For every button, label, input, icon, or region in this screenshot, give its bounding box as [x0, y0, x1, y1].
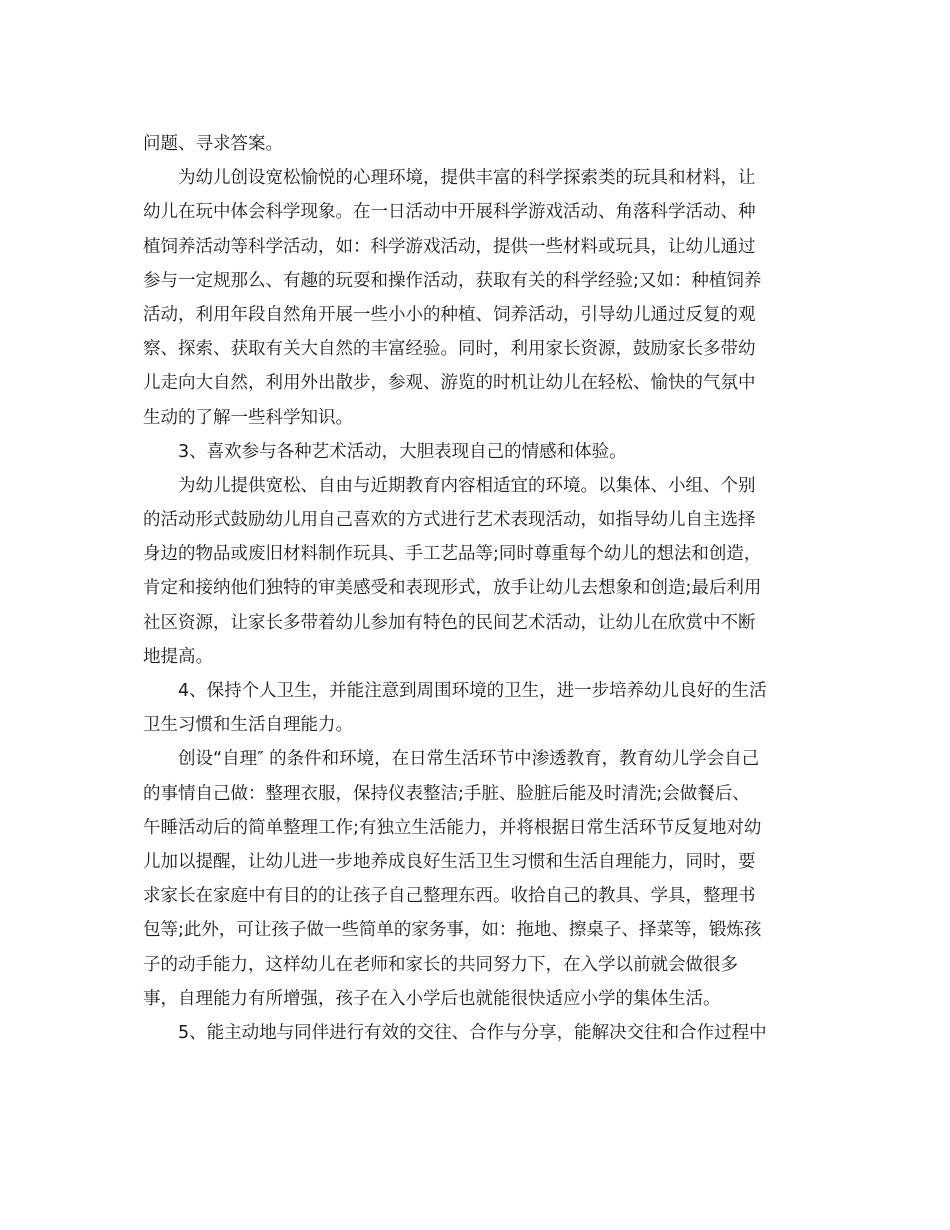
text-line: 为幼儿创设宽松愉悦的心理环境，提供丰富的科学探索类的玩具和材料，让 — [178, 168, 756, 189]
text-line: 幼儿在玩中体会科学现象。在一日活动中开展科学游戏活动、角落科学活动、种 — [143, 202, 756, 223]
text-line: 儿加以提醒，让幼儿进一步地养成良好生活卫生习惯和生活自理能力，同时，要 — [143, 851, 756, 872]
text-line: 为幼儿提供宽松、自由与近期教育内容相适宜的环境。以集体、小组、个别 — [178, 475, 756, 496]
text-line: 问题、寻求答案。 — [143, 134, 283, 154]
text-line: 身边的物品或废旧材料制作玩具、手工艺品等;同时尊重每个幼儿的想法和创造， — [143, 544, 762, 565]
text-line: 创设“自理″ 的条件和环境，在日常生活环节中渗透教育，教育幼儿学会自己 — [178, 749, 760, 770]
text-line: 事，自理能力有所增强，孩子在入小学后也就能很快适应小学的集体生活。 — [143, 988, 721, 1009]
text-line: 卫生习惯和生活自理能力。 — [143, 715, 353, 736]
text-line: 求家长在家庭中有目的的让孩子自己整理东西。收拾自己的教具、学具，整理书 — [143, 886, 756, 907]
text-line: 肯定和接纳他们独特的审美感受和表现形式，放手让幼儿去想象和创造;最后利用 — [143, 578, 762, 599]
text-line: 社区资源，让家长多带着幼儿参加有特色的民间艺术活动，让幼儿在欣赏中不断 — [143, 612, 756, 633]
text-line: 3、喜欢参与各种艺术活动，大胆表现自己的情感和体验。 — [178, 441, 627, 462]
text-line: 地提高。 — [143, 646, 213, 667]
text-line: 5、能主动地与同伴进行有效的交往、合作与分享，能解决交往和合作过程中 — [178, 1022, 767, 1043]
text-line: 午睡活动后的简单整理工作;有独立生活能力，并将根据日常生活环节反复地对幼 — [143, 817, 762, 838]
text-line: 植饲养活动等科学活动，如：科学游戏活动，提供一些材料或玩具，让幼儿通过 — [143, 236, 756, 257]
text-line: 活动，利用年段自然角开展一些小小的种植、饲养活动，引导幼儿通过反复的观 — [143, 304, 756, 325]
text-line: 儿走向大自然，利用外出散步，参观、游览的时机让幼儿在轻松、愉快的气氛中 — [143, 373, 756, 394]
text-line: 参与一定规那么、有趣的玩耍和操作活动，获取有关的科学经验;又如：种植饲养 — [143, 270, 762, 291]
text-line: 4、保持个人卫生，并能注意到周围环境的卫生，进一步培养幼儿良好的生活 — [178, 681, 767, 701]
text-line: 子的动手能力，这样幼儿在老师和家长的共同努力下，在入学以前就会做很多 — [143, 954, 738, 975]
text-line: 察、探索、获取有关大自然的丰富经验。同时，利用家长资源，鼓励家长多带幼 — [143, 339, 756, 360]
document-body — [143, 127, 808, 1050]
text-line: 的活动形式鼓励幼儿用自己喜欢的方式进行艺术表现活动，如指导幼儿自主选择 — [143, 510, 756, 531]
text-line: 的事情自己做：整理衣服，保持仪表整洁;手脏、脸脏后能及时清洗;会做餐后、 — [143, 783, 750, 804]
text-line: 生动的了解一些科学知识。 — [143, 407, 353, 428]
text-line: 包等;此外，可让孩子做一些简单的家务事，如：拖地、擦桌子、择菜等，锻炼孩 — [143, 920, 762, 941]
